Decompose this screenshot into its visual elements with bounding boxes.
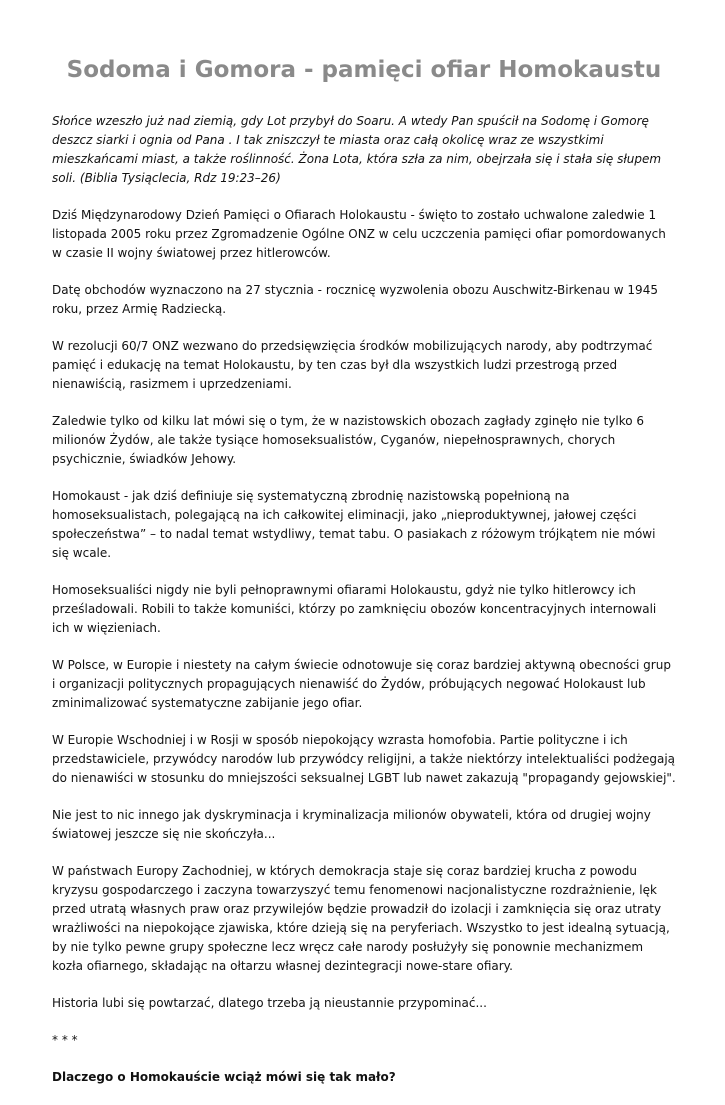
- section-separator: * * *: [52, 1033, 78, 1047]
- document-title: Sodoma i Gomora - pamięci ofiar Homokaustu: [66, 57, 662, 83]
- paragraph: W Europie Wschodniej i w Rosji w sposób niepokojący wzrasta homofobia. Partie polityczne i ich przedstawiciele, przywódcy narodów lub przywódcy religijni, a także niektórzy intelektualiści podżegają do nienawiści w stosunku do mniejszości seksualnej LGBT lub nawet zakazują "propagandy gejowskiej".: [52, 733, 676, 785]
- paragraph: Homoseksualiści nigdy nie byli pełnoprawnymi ofiarami Holokaustu, gdyż nie tylko hitlerowcy ich prześladowali. Robili to także komuniści, którzy po zamknięciu obozów koncentracyjnych internowali ich w więzieniach.: [52, 583, 657, 635]
- paragraph: W Polsce, w Europie i niestety na całym świecie odnotowuje się coraz bardziej aktywną obecności grup i organizacji politycznych propagujących nienawiść do Żydów, próbujących negować Holokaust lub zminimalizować systematyczne zabijanie jego ofiar.: [52, 658, 671, 710]
- paragraph: Dziś Międzynarodowy Dzień Pamięci o Ofiarach Holokaustu - święto to zostało uchwalone zaledwie 1 listopada 2005 roku przez Zgromadzenie Ogólne ONZ w celu uczczenia pamięci ofiar pomordowanych w czasie II wojny światowej przez hitlerowców.: [52, 208, 666, 260]
- bible-epigraph: Słońce wzeszło już nad ziemią, gdy Lot przybył do Soaru. A wtedy Pan spuścił na Sodomę i Gomorę deszcz siarki i ognia od Pana . I tak zniszczył te miasta oraz całą okolicę wraz ze wszystkimi mieszkańcami miast, a także roślinność. Żona Lota, która szła za nim, obejrzała się i stała się słupem soli. (Biblia Tysiąclecia, Rdz 19:23–26): [52, 114, 662, 185]
- paragraph: Datę obchodów wyznaczono na 27 stycznia - rocznicę wyzwolenia obozu Auschwitz-Birkenau w 1945 roku, przez Armię Radziecką.: [52, 283, 658, 316]
- document-page: [52, 52, 676, 1105]
- paragraph: Zaledwie tylko od kilku lat mówi się o tym, że w nazistowskich obozach zagłady zginęło nie tylko 6 milionów Żydów, ale także tysiące homoseksualistów, Cyganów, niepełnosprawnych, chorych psychicznie, świadków Jehowy.: [52, 414, 645, 466]
- paragraph: Historia lubi się powtarzać, dlatego trzeba ją nieustannie przypominać...: [52, 996, 487, 1010]
- paragraph: Nie jest to nic innego jak dyskryminacja i kryminalizacja milionów obywateli, która od drugiej wojny światowej jeszcze się nie skończyła...: [52, 808, 651, 841]
- paragraph: W rezolucji 60/7 ONZ wezwano do przedsięwzięcia środków mobilizujących narody, aby podtrzymać pamięć i edukację na temat Holokaustu, by ten czas był dla wszystkich ludzi przestrogą przed nienawiścią, rasizmem i uprzedzeniami.: [52, 339, 653, 391]
- paragraph: Homokaust - jak dziś definiuje się systematyczną zbrodnię nazistowską popełnioną na homoseksualistach, polegającą na ich całkowitej eliminacji, jako „nieproduktywnej, jałowej części społeczeństwa” – to nadal temat wstydliwy, temat tabu. O pasiakach z różowym trójkątem nie mówi się wcale.: [52, 489, 656, 560]
- section-subheading: Dlaczego o Homokauście wciąż mówi się tak mało?: [52, 1070, 396, 1084]
- paragraph: W państwach Europy Zachodniej, w których demokracja staje się coraz bardziej krucha z powodu kryzysu gospodarczego i zaczyna towarzyszyć temu fenomenowi nacjonalistyczne rozdrażnienie, lęk przed utratą własnych praw oraz przywilejów będzie prowadził do izolacji i zamknięcia się oraz utraty wrażliwości na niepokojące zjawiska, które dzieją się na peryferiach. Wszystko to jest idealną sytuacją, by nie tylko pewne grupy społeczne lecz wręcz całe narody posłużyły się ponownie mechanizmem kozła ofiarnego, składając na ołtarzu własnej dezintegracji nowe-stare ofiary.: [52, 864, 670, 973]
